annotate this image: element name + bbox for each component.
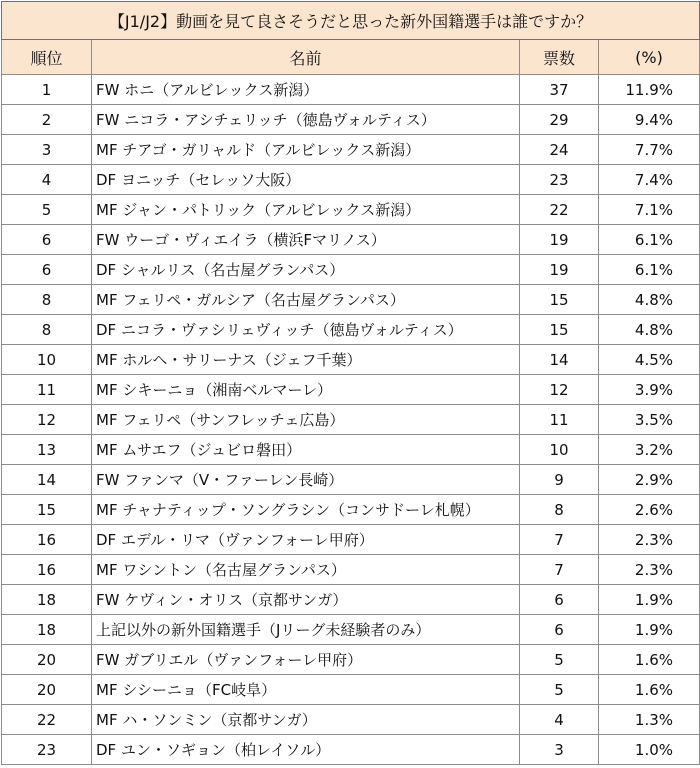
rank-cell: 20	[2, 675, 92, 705]
rank-cell: 15	[2, 495, 92, 525]
table-row	[2, 375, 700, 405]
votes-cell: 4	[520, 705, 599, 735]
percent-cell: 4.8%	[599, 285, 700, 315]
percent-cell: 11.9%	[599, 75, 700, 105]
rank-cell: 20	[2, 645, 92, 675]
votes-cell: 15	[520, 315, 599, 345]
rank-cell: 6	[2, 255, 92, 285]
header-name: 名前	[92, 40, 520, 75]
table-row	[2, 315, 700, 345]
table-row	[2, 195, 700, 225]
votes-cell: 6	[520, 615, 599, 645]
rank-cell: 14	[2, 465, 92, 495]
table-title: 【J1/J2】動画を見て良さそうだと思った新外国籍選手は誰ですか？	[2, 2, 700, 40]
table-row	[2, 105, 700, 135]
name-cell: MF チャナティップ・ソングラシン（コンサドーレ札幌）	[92, 495, 520, 525]
table-row	[2, 285, 700, 315]
rank-cell: 6	[2, 225, 92, 255]
votes-cell: 29	[520, 105, 599, 135]
rank-cell: 11	[2, 375, 92, 405]
votes-cell: 11	[520, 405, 599, 435]
table-row	[2, 255, 700, 285]
table-row	[2, 615, 700, 645]
rank-cell: 2	[2, 105, 92, 135]
name-cell: FW ケヴィン・オリス（京都サンガ）	[92, 585, 520, 615]
votes-cell: 37	[520, 75, 599, 105]
rank-cell: 12	[2, 405, 92, 435]
percent-cell: 4.5%	[599, 345, 700, 375]
name-cell: FW ホニ（アルビレックス新潟）	[92, 75, 520, 105]
rank-cell: 3	[2, 135, 92, 165]
rank-cell: 13	[2, 435, 92, 465]
name-cell: MF シキーニョ（湘南ベルマーレ）	[92, 375, 520, 405]
percent-cell: 2.6%	[599, 495, 700, 525]
name-cell: DF ヨニッチ（セレッソ大阪）	[92, 165, 520, 195]
votes-cell: 5	[520, 675, 599, 705]
votes-cell: 15	[520, 285, 599, 315]
percent-cell: 9.4%	[599, 105, 700, 135]
name-cell: FW ウーゴ・ヴィエイラ（横浜Fマリノス）	[92, 225, 520, 255]
name-cell: FW ファンマ（V・ファーレン長崎）	[92, 465, 520, 495]
table-row	[2, 675, 700, 705]
table-row	[2, 225, 700, 255]
percent-cell: 2.3%	[599, 525, 700, 555]
percent-cell: 7.7%	[599, 135, 700, 165]
name-cell: MF ハ・ソンミン（京都サンガ）	[92, 705, 520, 735]
name-cell: MF ホルヘ・サリーナス（ジェフ千葉）	[92, 345, 520, 375]
percent-cell: 1.6%	[599, 645, 700, 675]
votes-cell: 24	[520, 135, 599, 165]
percent-cell: 6.1%	[599, 225, 700, 255]
percent-cell: 3.2%	[599, 435, 700, 465]
name-cell: MF ワシントン（名古屋グランパス）	[92, 555, 520, 585]
votes-cell: 22	[520, 195, 599, 225]
percent-cell: 1.9%	[599, 615, 700, 645]
votes-cell: 8	[520, 495, 599, 525]
rank-cell: 16	[2, 555, 92, 585]
votes-cell: 9	[520, 465, 599, 495]
name-cell: MF フェリペ・ガルシア（名古屋グランパス）	[92, 285, 520, 315]
percent-cell: 6.1%	[599, 255, 700, 285]
rank-cell: 8	[2, 315, 92, 345]
name-cell: 上記以外の新外国籍選手（Jリーグ未経験者のみ）	[92, 615, 520, 645]
percent-cell: 3.9%	[599, 375, 700, 405]
votes-cell: 12	[520, 375, 599, 405]
percent-cell: 1.9%	[599, 585, 700, 615]
votes-cell: 23	[520, 165, 599, 195]
percent-cell: 4.8%	[599, 315, 700, 345]
rank-cell: 10	[2, 345, 92, 375]
percent-cell: 2.9%	[599, 465, 700, 495]
name-cell: DF シャルリス（名古屋グランパス）	[92, 255, 520, 285]
rank-cell: 18	[2, 615, 92, 645]
table-row	[2, 585, 700, 615]
percent-cell: 3.5%	[599, 405, 700, 435]
name-cell: DF ユン・ソギョン（柏レイソル）	[92, 735, 520, 765]
votes-cell: 3	[520, 735, 599, 765]
name-cell: MF フェリペ（サンフレッチェ広島）	[92, 405, 520, 435]
header-votes: 票数	[520, 40, 599, 75]
table-row	[2, 405, 700, 435]
table-row	[2, 495, 700, 525]
table-row	[2, 525, 700, 555]
votes-cell: 19	[520, 225, 599, 255]
percent-cell: 7.1%	[599, 195, 700, 225]
votes-cell: 19	[520, 255, 599, 285]
title-row	[2, 2, 700, 40]
table-row	[2, 735, 700, 765]
percent-cell: 1.6%	[599, 675, 700, 705]
votes-cell: 7	[520, 555, 599, 585]
rank-cell: 4	[2, 165, 92, 195]
header-percent: (%)	[599, 40, 700, 75]
votes-cell: 5	[520, 645, 599, 675]
table-row	[2, 435, 700, 465]
survey-table	[1, 1, 700, 765]
percent-cell: 7.4%	[599, 165, 700, 195]
percent-cell: 2.3%	[599, 555, 700, 585]
table-row	[2, 345, 700, 375]
name-cell: DF ニコラ・ヴァシリェヴィッチ（徳島ヴォルティス）	[92, 315, 520, 345]
name-cell: MF ジャン・パトリック（アルビレックス新潟）	[92, 195, 520, 225]
table-row	[2, 165, 700, 195]
votes-cell: 7	[520, 525, 599, 555]
rank-cell: 18	[2, 585, 92, 615]
rank-cell: 22	[2, 705, 92, 735]
votes-cell: 6	[520, 585, 599, 615]
votes-cell: 10	[520, 435, 599, 465]
name-cell: MF チアゴ・ガリャルド（アルビレックス新潟）	[92, 135, 520, 165]
rank-cell: 8	[2, 285, 92, 315]
rank-cell: 23	[2, 735, 92, 765]
name-cell: MF ムサエフ（ジュビロ磐田）	[92, 435, 520, 465]
percent-cell: 1.0%	[599, 735, 700, 765]
rank-cell: 1	[2, 75, 92, 105]
name-cell: MF シシーニョ（FC岐阜）	[92, 675, 520, 705]
votes-cell: 14	[520, 345, 599, 375]
percent-cell: 1.3%	[599, 705, 700, 735]
table-row	[2, 75, 700, 105]
table-row	[2, 465, 700, 495]
header-rank: 順位	[2, 40, 92, 75]
table-row	[2, 135, 700, 165]
table-row	[2, 705, 700, 735]
table-row	[2, 555, 700, 585]
name-cell: DF エデル・リマ（ヴァンフォーレ甲府）	[92, 525, 520, 555]
name-cell: FW ガブリエル（ヴァンフォーレ甲府）	[92, 645, 520, 675]
rank-cell: 5	[2, 195, 92, 225]
name-cell: FW ニコラ・アシチェリッチ（徳島ヴォルティス）	[92, 105, 520, 135]
table-row	[2, 645, 700, 675]
rank-cell: 16	[2, 525, 92, 555]
header-row	[2, 40, 700, 75]
survey-results-sheet	[0, 1, 700, 768]
